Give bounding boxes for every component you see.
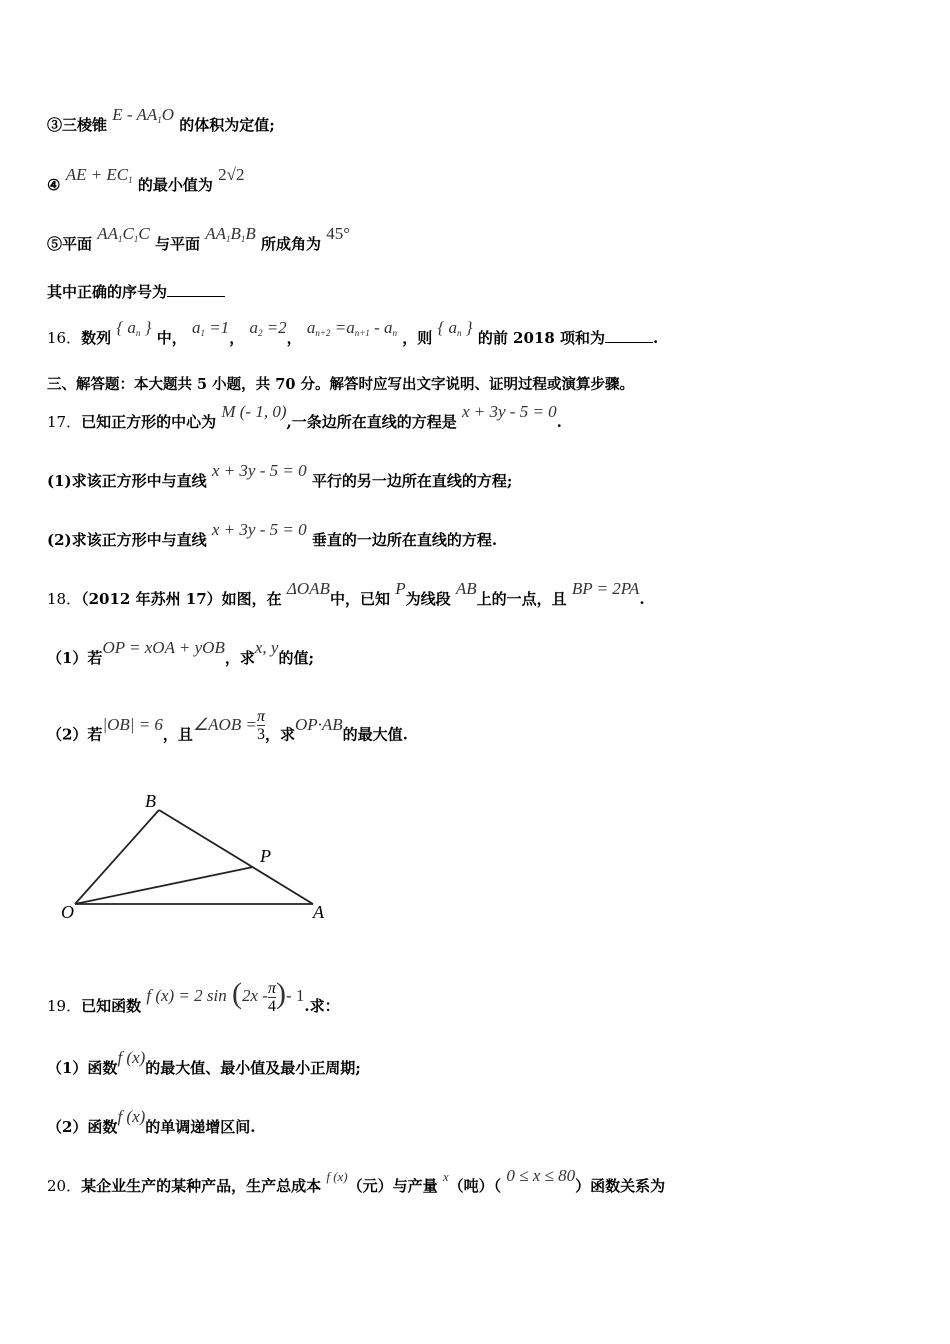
q18-part-1: （1）若OP = xOA + yOB，求x, y的值; <box>47 638 314 667</box>
math-line-eq-1: x + 3y - 5 = 0 <box>211 461 307 480</box>
circled-3: ③ <box>47 116 63 134</box>
q17-part-2: (2)求该正方形中与直线 x + 3y - 5 = 0 垂直的一边所在直线的方程. <box>47 520 498 549</box>
math-e-aa1o: E - AA1O <box>112 105 175 125</box>
circled-5: ⑤ <box>47 235 63 253</box>
math-fx-cost: f (x) <box>326 1169 348 1184</box>
math-seq-an-2: { an } <box>437 318 473 338</box>
math-a2: a2 =2 <box>249 318 287 338</box>
answer-blank-16[interactable] <box>605 342 653 343</box>
math-ae-ec1: AE + EC1 <box>65 165 133 185</box>
segment-op <box>75 867 253 904</box>
answer-blank[interactable] <box>167 296 225 297</box>
math-line-eq-2: x + 3y - 5 = 0 <box>211 520 307 539</box>
segment-ba <box>159 810 313 904</box>
math-plane-aa1c1c: AA1C1C <box>97 224 150 244</box>
math-ob-abs: |OB| = 6 <box>102 714 163 734</box>
math-2sqrt2: 2√2 <box>218 165 245 184</box>
math-plane-aa1b1b: AA1B1B <box>205 224 256 244</box>
math-45deg: 45° <box>326 224 351 243</box>
math-fx: f (x) <box>117 1048 146 1067</box>
math-fx-2: f (x) <box>117 1107 146 1126</box>
question-19: 19．已知函数 f (x) = 2 sin (2x - $\frac{\pi}{4}$ )- 1.求： <box>47 977 340 1015</box>
q15-answer-line: 其中正确的序号为 <box>47 281 225 302</box>
math-x: x <box>442 1169 449 1184</box>
math-ab: AB <box>455 579 477 598</box>
q17-part-1: (1)求该正方形中与直线 x + 3y - 5 = 0 平行的另一边所在直线的方程; <box>47 461 513 490</box>
question-18: 18．（2012 年苏州 17）如图，在 ΔOAB中，已知 P为线段 AB上的一点，且 BP = 2PA. <box>47 579 645 608</box>
label-b: B <box>145 791 156 811</box>
statement-4: ④ AE + EC1 的最小值为 2√2 <box>47 165 245 194</box>
math-line-eq: x + 3y - 5 = 0 <box>461 402 557 421</box>
math-m-point: M (- 1, 0) <box>221 402 287 421</box>
math-f-def: f (x) = 2 sin <box>146 986 227 1005</box>
fraction-pi-3: $\frac{\pi}{3}$ <box>256 708 265 743</box>
circled-4: ④ <box>47 176 61 194</box>
label-p: P <box>260 846 271 866</box>
label-a: A <box>313 902 324 922</box>
q19-part-1: （1）函数f (x)的最大值、最小值及最小正周期; <box>47 1048 361 1077</box>
math-triangle-oab: ΔOAB <box>286 579 330 598</box>
q19-part-2: （2）函数f (x)的单调递增区间. <box>47 1107 256 1136</box>
math-range: 0 ≤ x ≤ 80 <box>506 1166 576 1185</box>
question-17: 17．已知正方形的中心为 M (- 1, 0),一条边所在直线的方程是 x + 3y - 5 = 0. <box>47 402 562 431</box>
math-xy: x, y <box>254 638 279 657</box>
math-p: P <box>395 579 406 598</box>
math-op-vector: OP = xOA + yOB <box>102 638 225 657</box>
math-op-dot-ab: OP·AB <box>294 714 343 734</box>
math-angle-aob: ∠AOB = <box>192 714 257 734</box>
q18-part-2: （2）若|OB| = 6，且∠AOB = $\frac{\pi}{3}$ ，求OP·AB的最大值. <box>47 708 408 744</box>
fraction-pi-4: $\frac{\pi}{4}$ <box>267 979 276 1015</box>
math-recurrence: an+2 =an+1 - an <box>306 318 397 338</box>
label-o: O <box>61 902 74 922</box>
math-bp-2pa: BP = 2PA <box>571 579 640 598</box>
section-3-heading: 三、解答题：本大题共 5 小题，共 70 分。解答时应写出文字说明、证明过程或演算步骤。 <box>47 376 634 393</box>
math-a1: a1 =1 <box>191 318 230 338</box>
question-20: 20．某企业生产的某种产品，生产总成本 f (x)（元）与产量 x（吨）（ 0 ≤ x ≤ 80）函数关系为 <box>47 1166 666 1195</box>
math-seq-an: { an } <box>116 318 152 338</box>
question-16: 16．数列 { an } 中， a1 =1， a2 =2， an+2 =an+1 - an ，则 { an } 的前 2018 项和为 . <box>47 318 659 347</box>
statement-3: ③三棱锥 E - AA1O 的体积为定值; <box>47 105 275 134</box>
statement-5: ⑤平面 AA1C1C 与平面 AA1B1B 所成角为 45° <box>47 224 351 253</box>
triangle-figure <box>55 785 345 925</box>
